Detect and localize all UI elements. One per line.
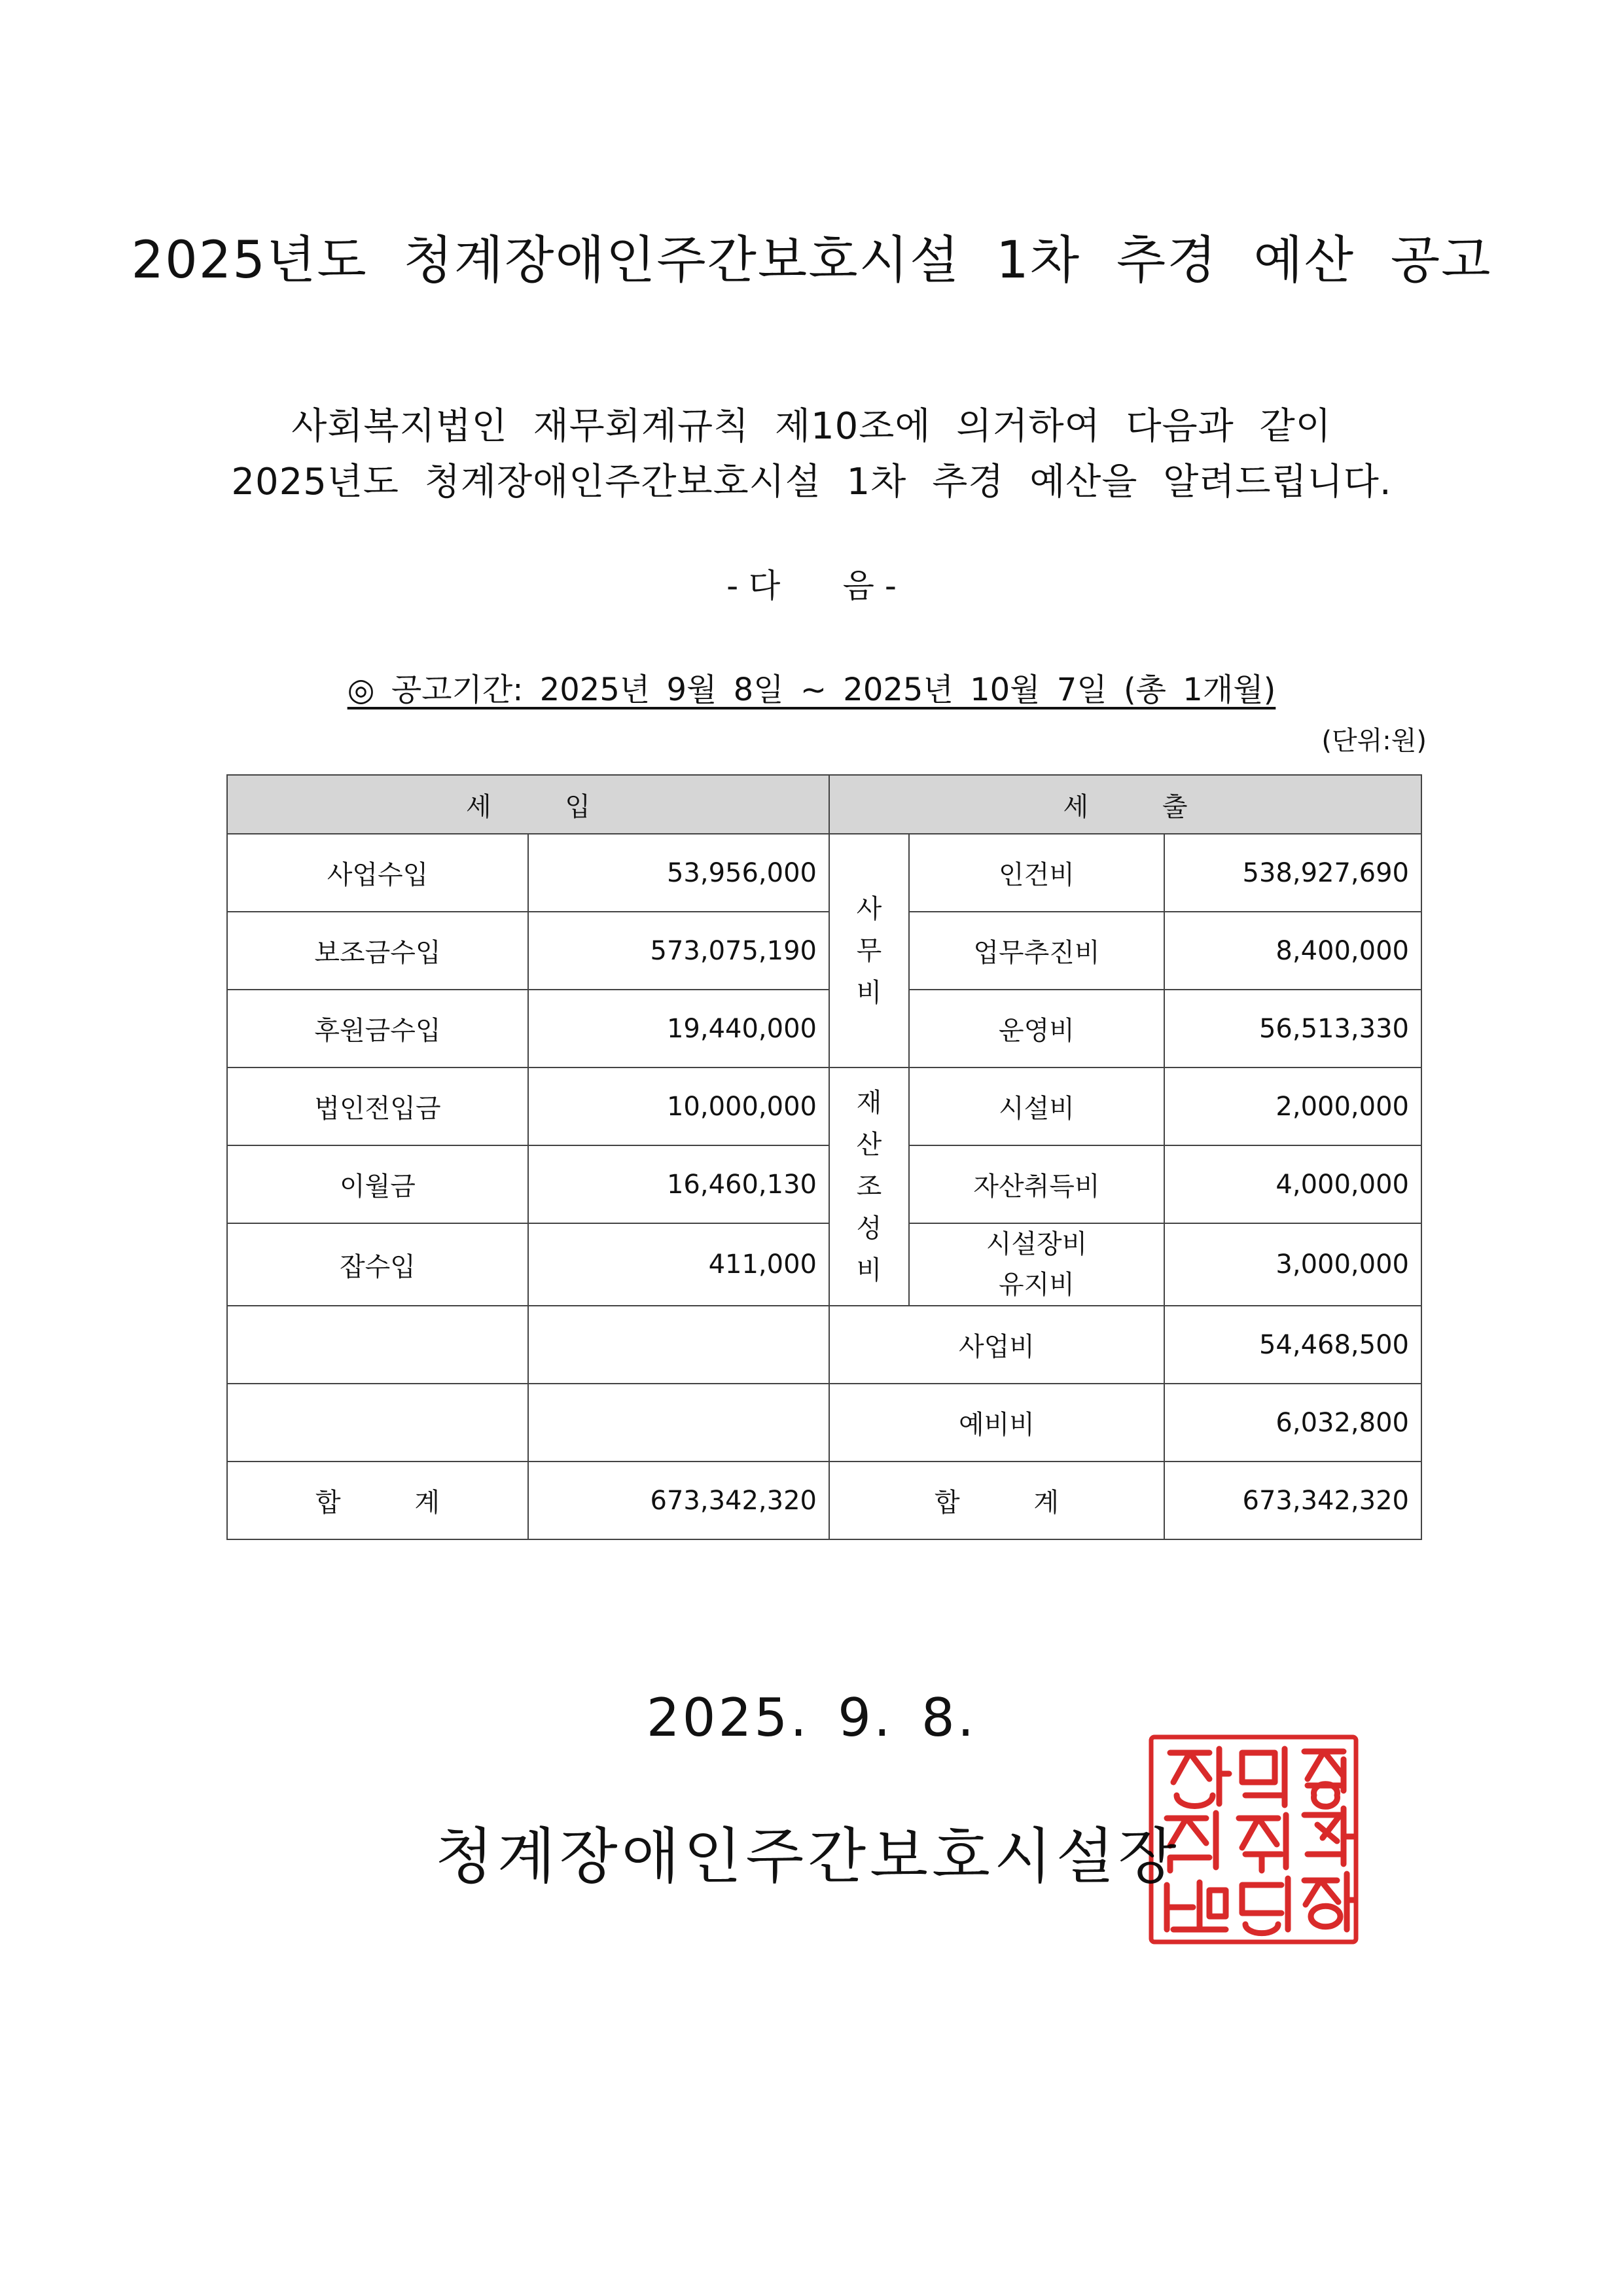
expense-amount: 4,000,000 bbox=[1164, 1145, 1421, 1223]
expense-label-line: 시설장비 bbox=[986, 1229, 1088, 1259]
table-row bbox=[227, 1384, 1421, 1462]
document-title: 2025년도 청계장애인주간보호시설 1차 추경 예산 공고 bbox=[131, 231, 1492, 290]
intro-line-1: 사회복지법인 재무회계규칙 제10조에 의거하여 다음과 같이 bbox=[291, 405, 1332, 448]
expense-amount: 56,513,330 bbox=[1164, 990, 1421, 1067]
expense-amount: 3,000,000 bbox=[1164, 1223, 1421, 1306]
expense-label bbox=[909, 1223, 1164, 1306]
expense-group-property bbox=[829, 1067, 909, 1306]
revenue-amount: 573,075,190 bbox=[528, 912, 829, 990]
section-heading: - 다 음 - bbox=[726, 567, 897, 605]
revenue-amount: 411,000 bbox=[528, 1223, 829, 1306]
total-revenue-amount: 673,342,320 bbox=[528, 1462, 829, 1539]
table-row bbox=[227, 912, 1421, 990]
empty-cell bbox=[528, 1306, 829, 1384]
total-expense-label: 합 계 bbox=[829, 1462, 1164, 1539]
intro-line-2: 2025년도 청계장애인주간보호시설 1차 추경 예산을 알려드립니다. bbox=[231, 461, 1392, 503]
group-char: 사 bbox=[856, 893, 882, 924]
expense-amount: 54,468,500 bbox=[1164, 1306, 1421, 1384]
group-char: 산 bbox=[856, 1130, 882, 1160]
table-row bbox=[227, 1145, 1421, 1223]
table-row bbox=[227, 1067, 1421, 1145]
group-char: 무 bbox=[856, 935, 882, 966]
revenue-label: 보조금수입 bbox=[227, 912, 528, 990]
revenue-label: 잡수입 bbox=[227, 1223, 528, 1306]
empty-cell bbox=[528, 1384, 829, 1462]
total-revenue-label: 합 계 bbox=[227, 1462, 528, 1539]
expense-label: 업무추진비 bbox=[909, 912, 1164, 990]
revenue-label: 법인전입금 bbox=[227, 1067, 528, 1145]
table-row bbox=[227, 990, 1421, 1067]
unit-label: (단위:원) bbox=[1321, 726, 1427, 756]
expense-header: 세 출 bbox=[829, 775, 1421, 834]
signer-name: 청계장애인주간보호시설장 bbox=[435, 1821, 1181, 1892]
budget-table bbox=[226, 774, 1422, 1540]
revenue-amount: 16,460,130 bbox=[528, 1145, 829, 1223]
group-char: 재 bbox=[856, 1088, 882, 1118]
total-expense-amount: 673,342,320 bbox=[1164, 1462, 1421, 1539]
revenue-label: 사업수입 bbox=[227, 834, 528, 912]
expense-label: 예비비 bbox=[829, 1384, 1164, 1462]
official-seal bbox=[1147, 1733, 1360, 1946]
revenue-amount: 19,440,000 bbox=[528, 990, 829, 1067]
seal-strokes bbox=[1167, 1749, 1355, 1933]
notice-period: ◎ 공고기간: 2025년 9월 8일 ~ 2025년 10월 7일 (총 1개월) bbox=[347, 672, 1276, 708]
expense-label: 인건비 bbox=[909, 834, 1164, 912]
expense-amount: 2,000,000 bbox=[1164, 1067, 1421, 1145]
total-row bbox=[227, 1462, 1421, 1539]
group-char: 성 bbox=[856, 1213, 882, 1244]
expense-amount: 8,400,000 bbox=[1164, 912, 1421, 990]
table-row bbox=[227, 834, 1421, 912]
expense-label: 시설비 bbox=[909, 1067, 1164, 1145]
revenue-header: 세 입 bbox=[227, 775, 829, 834]
revenue-label: 이월금 bbox=[227, 1145, 528, 1223]
group-char: 비 bbox=[856, 1255, 882, 1285]
revenue-amount: 10,000,000 bbox=[528, 1067, 829, 1145]
revenue-label: 후원금수입 bbox=[227, 990, 528, 1067]
expense-label: 사업비 bbox=[829, 1306, 1164, 1384]
table-header-row bbox=[227, 775, 1421, 834]
empty-cell bbox=[227, 1306, 528, 1384]
group-char: 조 bbox=[856, 1172, 882, 1202]
empty-cell bbox=[227, 1384, 528, 1462]
expense-label-line: 유지비 bbox=[999, 1270, 1075, 1300]
expense-amount: 6,032,800 bbox=[1164, 1384, 1421, 1462]
revenue-amount: 53,956,000 bbox=[528, 834, 829, 912]
expense-label: 운영비 bbox=[909, 990, 1164, 1067]
expense-label: 자산취득비 bbox=[909, 1145, 1164, 1223]
table-row bbox=[227, 1306, 1421, 1384]
expense-group-office bbox=[829, 834, 909, 1067]
group-char: 비 bbox=[856, 977, 882, 1008]
expense-amount: 538,927,690 bbox=[1164, 834, 1421, 912]
document-date: 2025. 9. 8. bbox=[646, 1687, 977, 1748]
table-row bbox=[227, 1223, 1421, 1306]
